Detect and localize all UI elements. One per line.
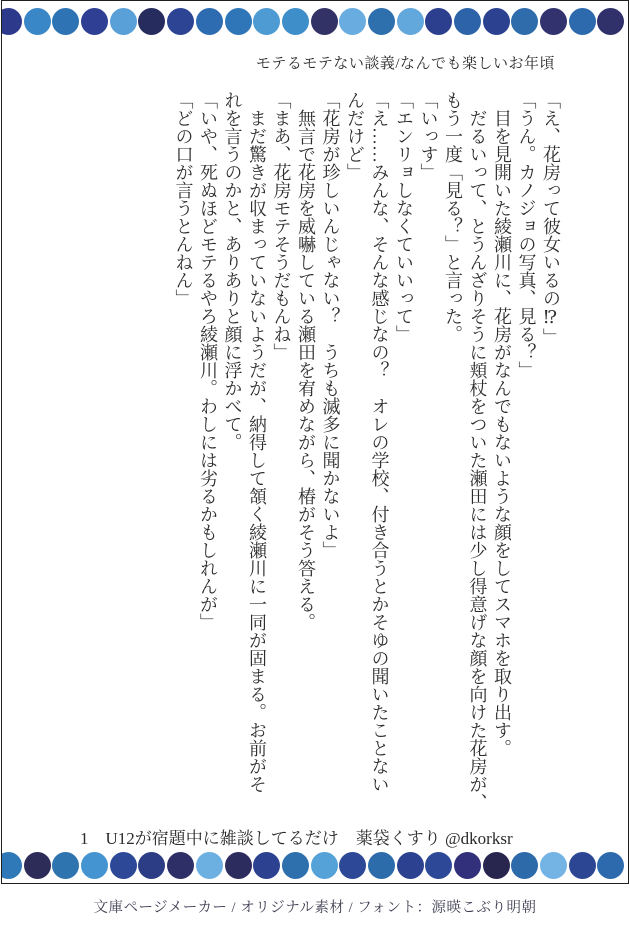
story-text — [171, 91, 563, 815]
decor-dot — [597, 8, 624, 35]
decor-dot — [81, 852, 108, 879]
page-frame — [1, 0, 629, 884]
story-line: もう一度「見る？」と言った。 — [443, 91, 463, 343]
decor-dot — [1, 8, 22, 35]
decor-dot — [138, 8, 165, 35]
decor-dot — [339, 8, 366, 35]
decor-dot — [569, 852, 596, 879]
story-line: 「え、花房って彼女いるの⁉」 — [541, 91, 561, 346]
decor-dot — [110, 8, 137, 35]
decor-dot — [225, 852, 252, 879]
decor-dot — [397, 852, 424, 879]
story-line: 「まあ、花房モテそうだもんね」 — [271, 91, 292, 361]
decor-dot — [253, 852, 280, 879]
top-dots-border — [1, 8, 629, 35]
decor-dot — [540, 8, 567, 35]
decor-dot — [225, 8, 252, 35]
decor-dot — [483, 852, 510, 879]
decor-dot — [511, 852, 538, 879]
decor-dot — [52, 852, 79, 879]
story-title: U12が宿題中に雑談してるだけ — [105, 829, 339, 848]
story-line: まだ驚きが収まっていないようだが、納得して頷く綾瀬川に一同が固まる。お前がそ — [247, 91, 267, 793]
story-line: 無言で花房を威嚇している瀬田を宥めながら、椿がそう答える。 — [296, 91, 316, 631]
decor-dot — [311, 8, 338, 35]
decor-dot — [282, 852, 309, 879]
decor-dot — [540, 852, 567, 879]
story-line: んだけど」 — [345, 91, 365, 181]
decor-dot — [138, 852, 165, 879]
decor-dot — [1, 852, 22, 879]
author-handle: 薬袋くすり @dkorksr — [355, 829, 513, 848]
decor-dot — [52, 8, 79, 35]
header-running-title: モテるモテない談義/なんでも楽しいお年頃 — [255, 56, 555, 72]
decor-dot — [597, 852, 624, 879]
decor-dot — [454, 852, 481, 879]
decor-dot — [24, 8, 51, 35]
story-line: 「花房が珍しいんじゃない？ うちも滅多に聞かないよ」 — [320, 91, 341, 559]
story-line: れを言うのかと、ありありと顔に浮かべて。 — [222, 91, 243, 451]
decor-dot — [483, 8, 510, 35]
decor-dot — [167, 852, 194, 879]
decor-dot — [167, 8, 194, 35]
decor-dot — [81, 8, 108, 35]
story-line: だるいって、とうんざりそうに頬杖をついた瀬田には少し得意げな顔を向けた花房が、 — [467, 91, 488, 811]
decor-dot — [282, 8, 309, 35]
decor-dot — [110, 852, 137, 879]
page-number: 1 — [80, 829, 89, 848]
story-line: 「どの口が言うとんねん」 — [173, 91, 194, 307]
decor-dot — [196, 8, 223, 35]
decor-dot — [425, 8, 452, 35]
story-line: 「いや、死ぬほどモテるやろ綾瀬川。わしには劣るかもしれんが」 — [198, 91, 218, 631]
page-footer — [80, 824, 513, 849]
decor-dot — [368, 8, 395, 35]
story-line: 「うん。カノジョの写真、見る？」 — [516, 91, 537, 379]
story-line: 「エンリョしなくていいって」 — [394, 91, 414, 343]
story-line: 「え……みんな、そんな感じなの？ オレの学校、付き合うとかそゆの聞いたことない — [369, 91, 390, 793]
decor-dot — [311, 852, 338, 879]
decor-dot — [368, 852, 395, 879]
story-line: 目を見開いた綾瀬川に、花房がなんでもないような顔をしてスマホを取り出す。 — [492, 91, 512, 757]
decor-dot — [454, 8, 481, 35]
decor-dot — [196, 852, 223, 879]
decor-dot — [253, 8, 280, 35]
decor-dot — [339, 852, 366, 879]
bottom-dots-border — [1, 852, 629, 879]
decor-dot — [425, 852, 452, 879]
decor-dot — [24, 852, 51, 879]
decor-dot — [397, 8, 424, 35]
decor-dot — [511, 8, 538, 35]
generator-credit: 文庫ページメーカー / オリジナル素材 / フォント：源暎こぶり明朝 — [93, 900, 537, 916]
decor-dot — [569, 8, 596, 35]
story-line: 「いっす」 — [418, 91, 439, 181]
